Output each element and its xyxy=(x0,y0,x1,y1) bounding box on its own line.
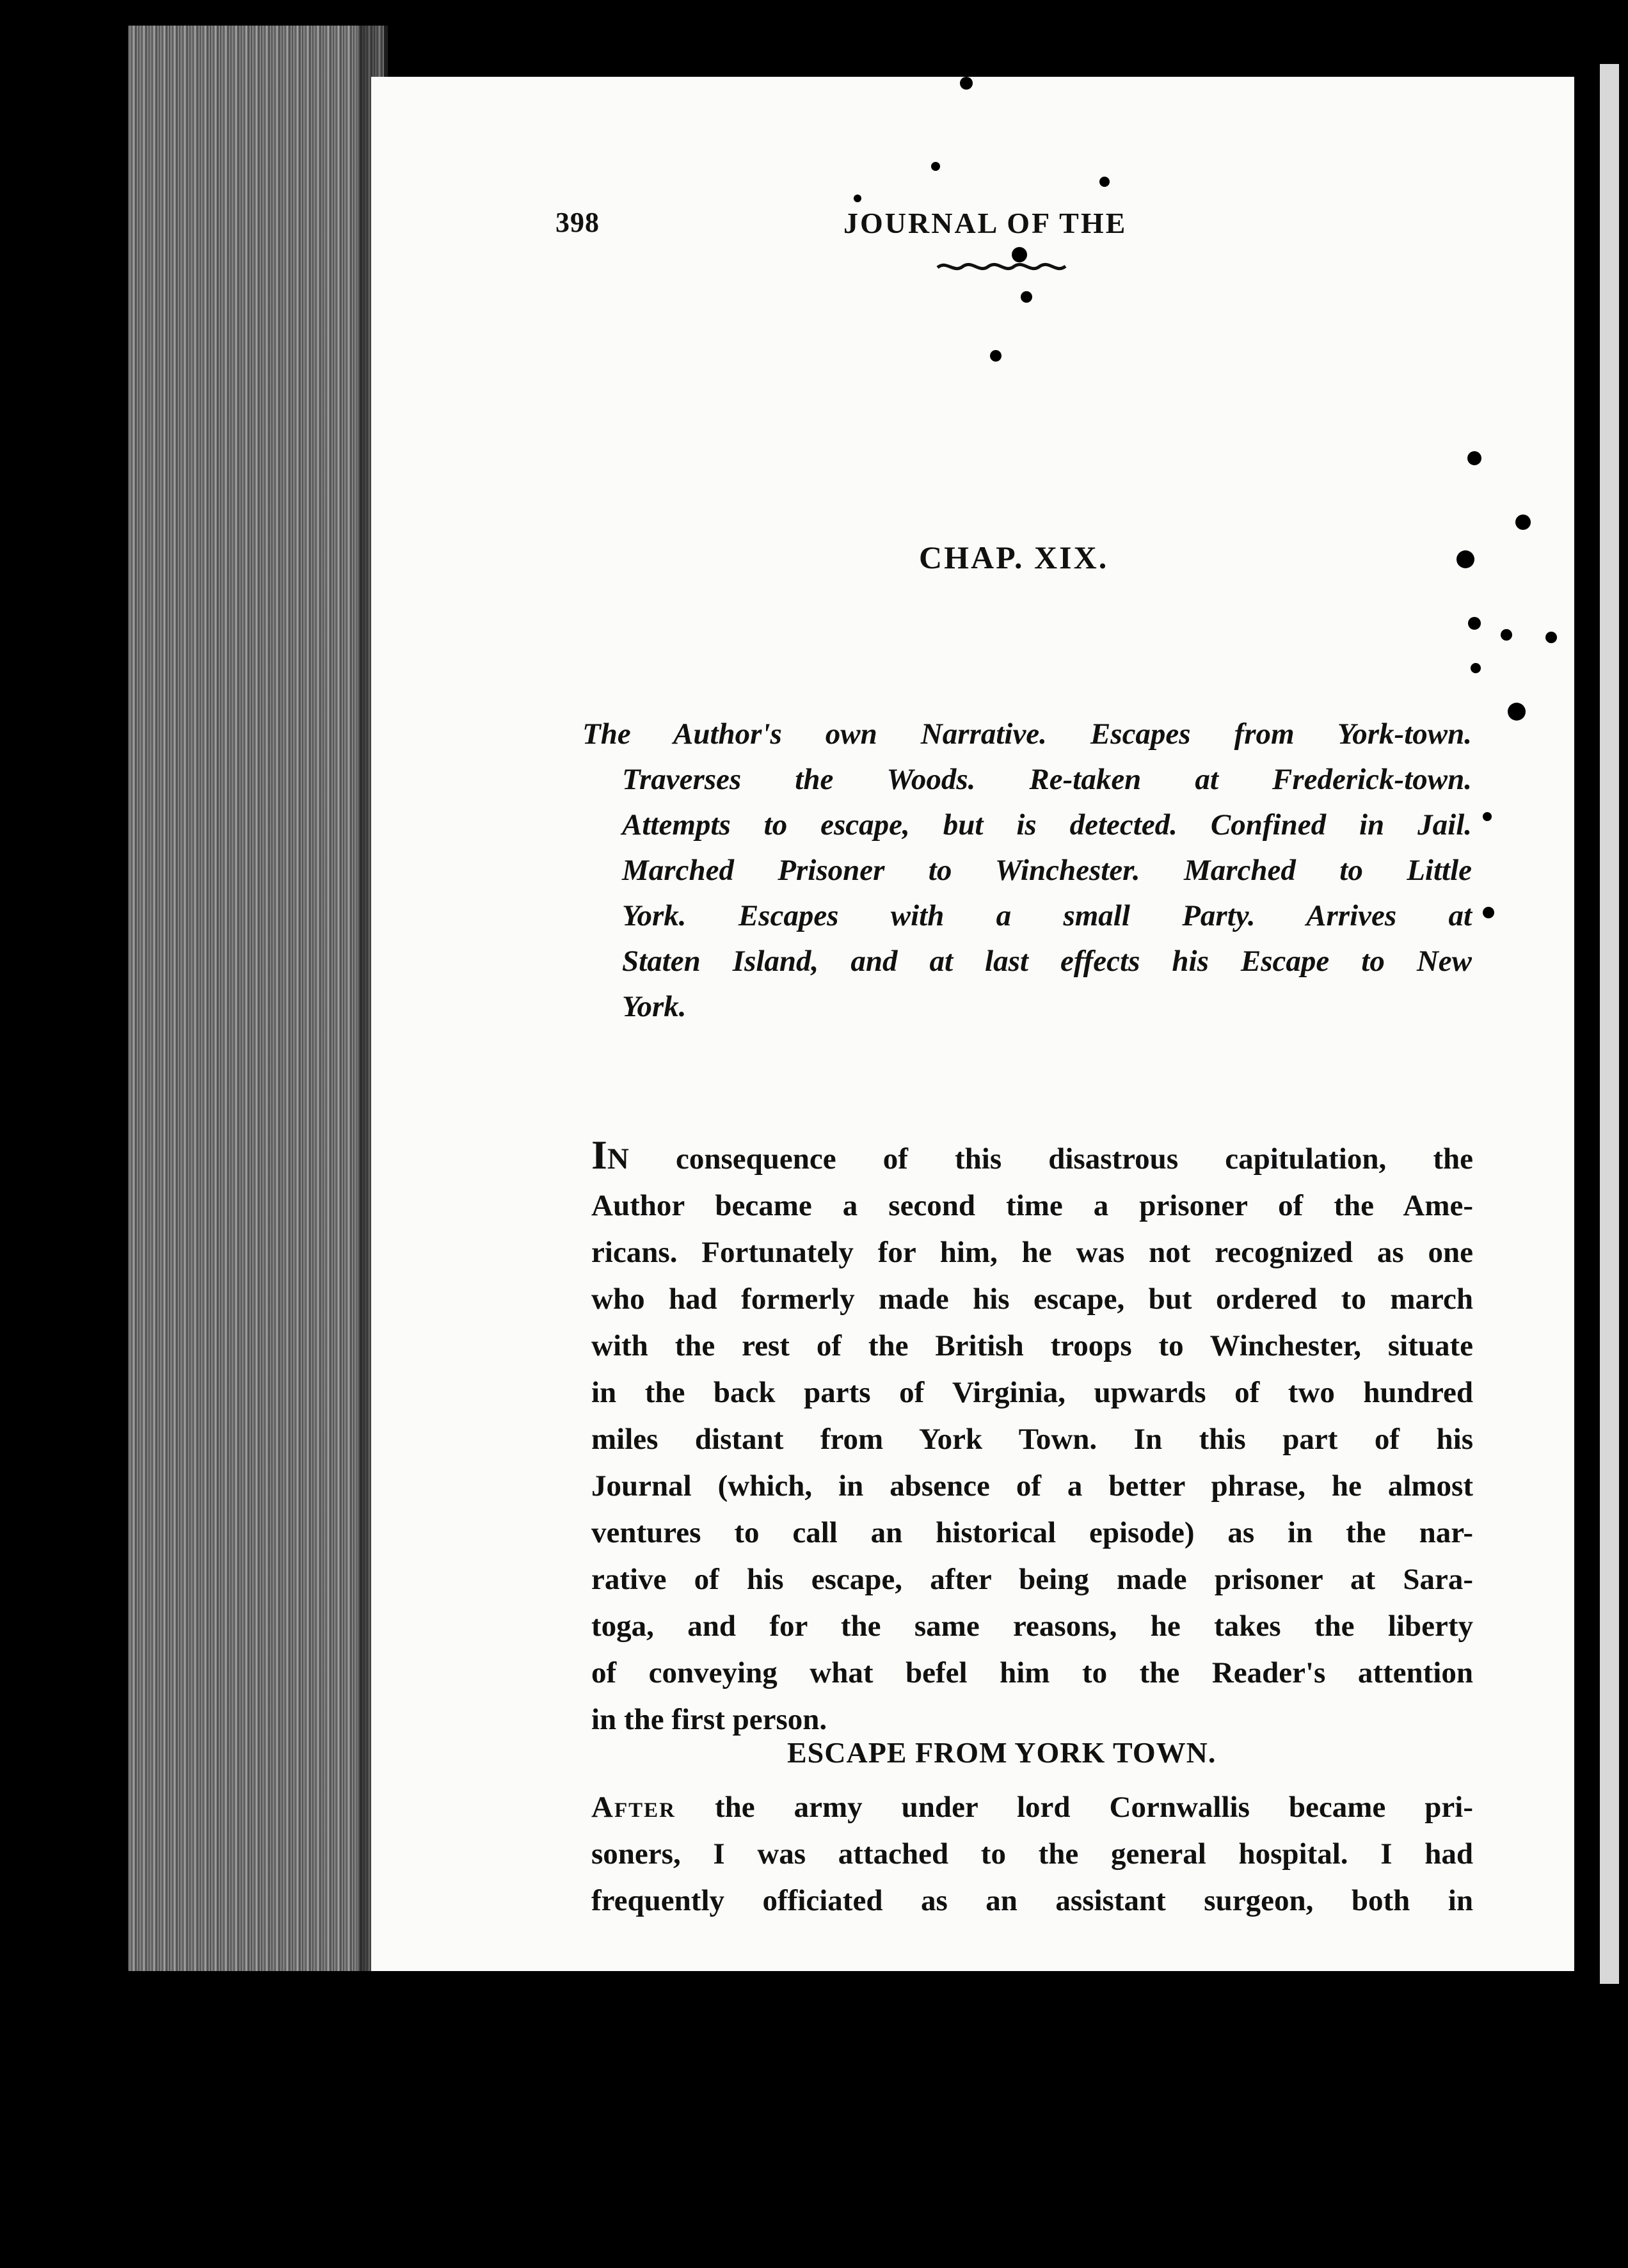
body-paragraph xyxy=(591,1131,1473,1743)
summary-line: York. xyxy=(622,990,687,1023)
running-title: JOURNAL OF THE xyxy=(843,207,1128,239)
body-line: ventures to call an historical episode) as in the nar- xyxy=(591,1516,1473,1549)
ornament-rule-icon xyxy=(934,256,1075,275)
running-head xyxy=(555,206,1208,251)
chapter-heading: CHAP. XIX. xyxy=(919,539,1109,575)
first-line-text: N consequence of this disastrous capitulation, the xyxy=(607,1142,1473,1176)
body-line: Journal (which, in absence of a better phrase, he almost xyxy=(591,1469,1473,1503)
page-number: 398 xyxy=(555,207,600,238)
first-line-text: the army under lord Cornwallis became pri- xyxy=(675,1791,1473,1824)
body-line: miles distant from York Town. In this part of his xyxy=(591,1423,1473,1456)
body-line: ricans. Fortunately for him, he was not recognized as one xyxy=(591,1236,1473,1269)
summary-line: York. Escapes with a small Party. Arrives at xyxy=(622,899,1472,932)
body-line: of conveying what befel him to the Reader's attention xyxy=(591,1656,1473,1689)
body-line: with the rest of the British troops to Winchester, situate xyxy=(591,1329,1473,1362)
drop-cap: I xyxy=(591,1132,607,1178)
summary-line: The Author's own Narrative. Escapes from York-town. xyxy=(582,717,1472,751)
section-heading: ESCAPE FROM YORK TOWN. xyxy=(787,1736,1217,1769)
summary-line: Attempts to escape, but is detected. Confined in Jail. xyxy=(622,808,1472,842)
body-line xyxy=(591,1131,1473,1183)
summary-line: Marched Prisoner to Winchester. Marched to Little xyxy=(622,854,1472,887)
summary-line: Staten Island, and at last effects his Escape to New xyxy=(622,945,1472,978)
body-line: in the back parts of Virginia, upwards of two hundred xyxy=(591,1376,1473,1409)
body-line: frequently officiated as an assistant surgeon, both in xyxy=(591,1884,1473,1917)
body-line: in the first person. xyxy=(591,1703,827,1736)
body-line: who had formerly made his escape, but ordered to march xyxy=(591,1282,1473,1316)
body-line: rative of his escape, after being made prisoner at Sara- xyxy=(591,1563,1473,1596)
lead-word: After xyxy=(591,1791,676,1824)
summary-line: Traverses the Woods. Re-taken at Frederick-town. xyxy=(622,763,1472,796)
body-line: soners, I was attached to the general hospital. I had xyxy=(591,1837,1473,1871)
body-line xyxy=(591,1784,1473,1831)
chapter-summary xyxy=(582,712,1472,1030)
body-line: toga, and for the same reasons, he takes the liberty xyxy=(591,1609,1473,1643)
adjacent-page-edge xyxy=(1600,64,1619,1984)
section-paragraph xyxy=(591,1784,1473,1924)
page-block-edge xyxy=(128,26,388,1971)
body-line: Author became a second time a prisoner of the Ame- xyxy=(591,1189,1473,1222)
